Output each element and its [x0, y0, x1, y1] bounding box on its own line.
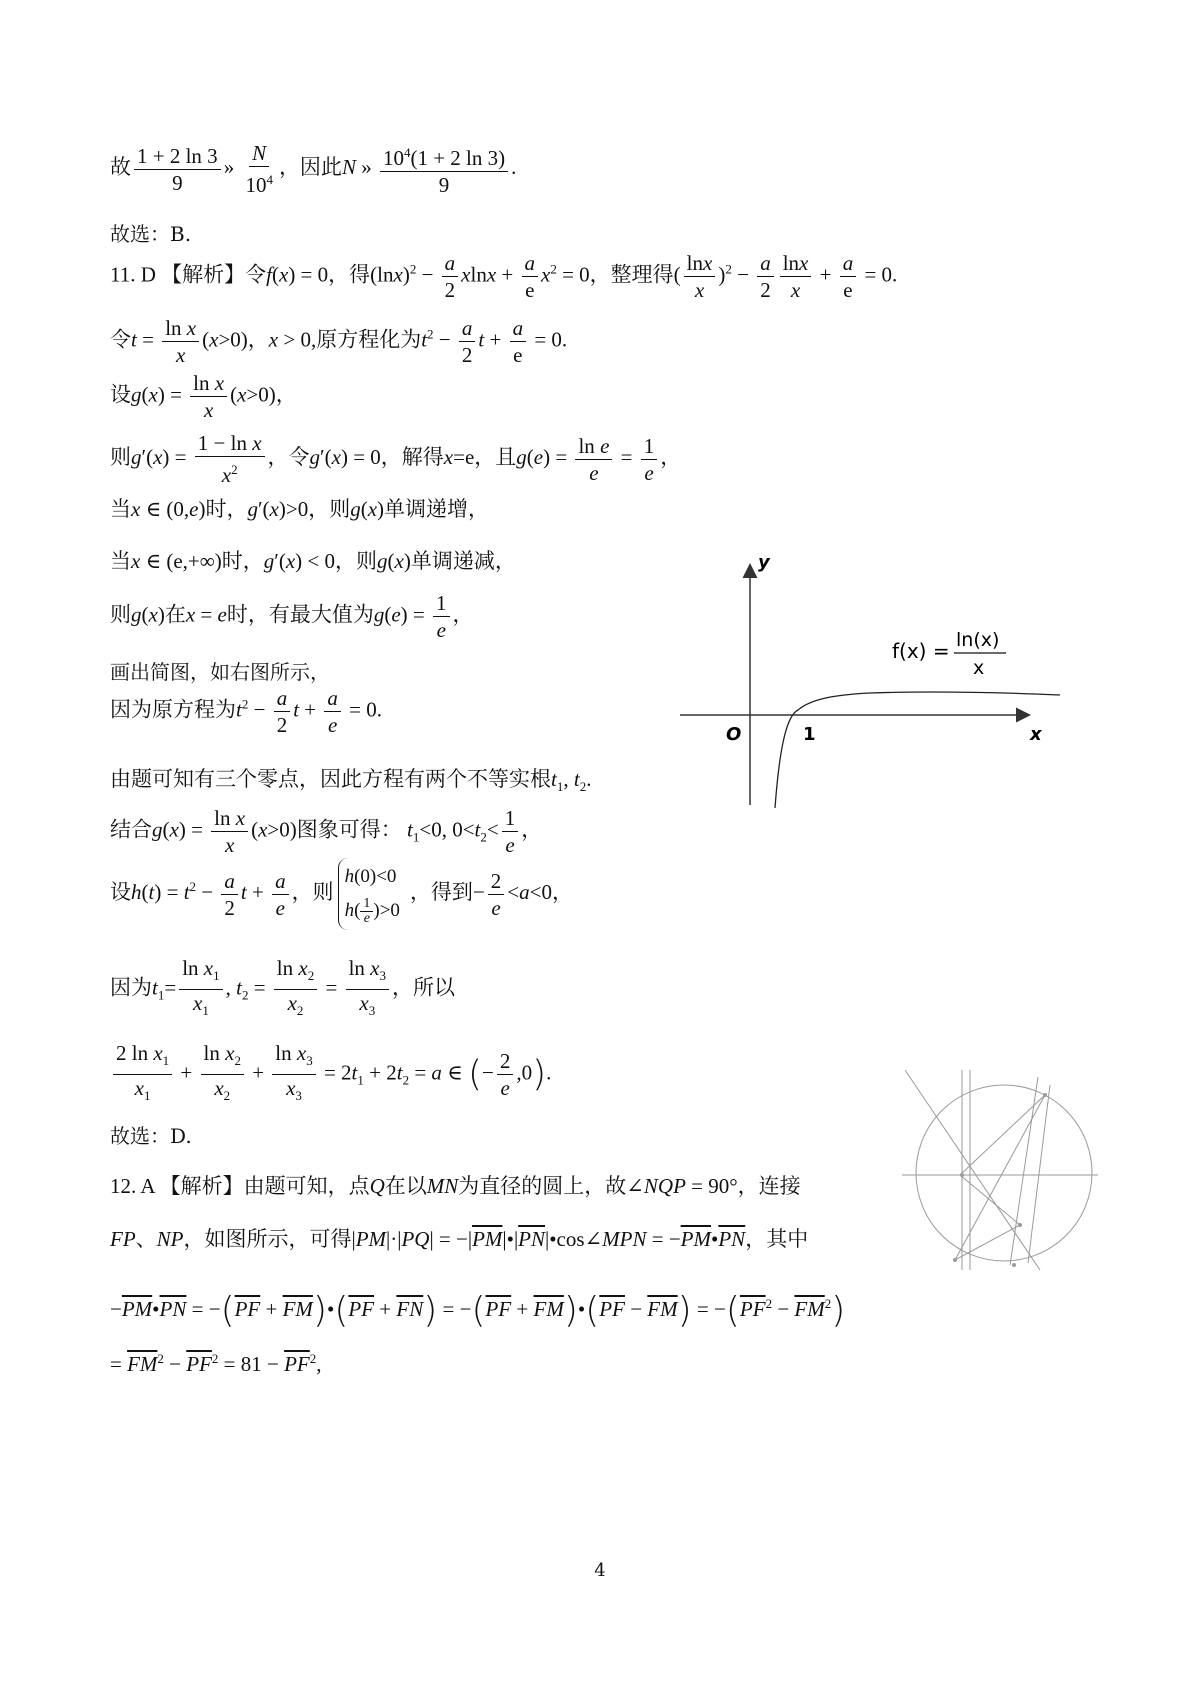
q12-head: 12. A 【解析】由题可知，点Q在以MN为直径的圆上，故∠NQP = 90°，连接	[110, 1174, 801, 1198]
tick-one-label: 1	[803, 724, 816, 745]
x-label: x	[1030, 724, 1042, 745]
q11-root-range: 结合g(x) = $\frac{\text{ln x}}{x}$ (x>0)图象可得： $t_1<0$, $0<t_2<$ $\frac{1}{e}$ ，	[110, 806, 543, 857]
function-curve	[775, 692, 1060, 808]
chord	[1028, 1085, 1050, 1263]
q11-sketch-note: 画出简图，如右图所示，	[110, 660, 330, 684]
answer-b: 故选：B.	[110, 222, 192, 246]
q11-t-values: 因为$t_1=$ $\frac{\ln x_1}{x_1}$ , $t_2$ = $\frac{\ln x_2}{x_2}$ = $\frac{\ln x_3}{x_3}$ ，所以	[110, 956, 455, 1019]
line-conclusion-n: 故 $\frac{1 + 2 \ln 3}{9}$ » $\frac{N}{10^4}$ ，因此N » $\frac{10^4(1 + 2 \ln 3)}{9}$ .	[110, 141, 517, 197]
q12-expansion: $-\overline{PM}•\overline{PN} = -(\overline{PF}$ + $\overline{FM})•(\overline{PF} + \overline{FN}) = -(\overline{PF}$ + $\overline{FM})•(\overline{PF} - \overline{FM}) = -(\overline{PF}^2 - \overline{FM}^2)$	[110, 1290, 846, 1332]
origin-label: O	[726, 724, 742, 745]
fraction: $\frac{N}{10^4}$	[245, 141, 273, 197]
answer-d: 故选：D.	[110, 1124, 192, 1148]
page-number: 4	[594, 1560, 606, 1581]
q12-dot-product: FP、NP，如图所示，可得$|PM|\cdot|PQ| = -|\overline{PM}|•|\overline{PN}|•\cos\angle MPN$ = $-\overline{PM}•\overline{PN}$，其中	[110, 1227, 809, 1251]
system-brace: h(0)<0 h( $\frac{1}{e}$ )>0	[338, 858, 406, 930]
q11-head: 11. D 【解析】令f(x) = 0，得$(\ln x)^2$ − $\frac{a}{2}$ xlnx + $\frac{a}{e}$ $x^2 = 0$，整理得( $\frac{\ln x}{x}$ )$^2$ − $\frac{a}{2}$ $\frac{\ln x}{x}$ + $\frac{a}{e}$ = 0.	[110, 251, 898, 302]
q11-h-function: 设$h(t) = t^2$ − $\frac{a}{2}$ t + $\frac{a}{e}$ ，则 h(0)<0 h( $\frac{1}{e}$ )>0 ，得到− $\frac{2}{e}$ <a<0，	[110, 858, 573, 930]
chord	[960, 1095, 1045, 1175]
q11-substitution: 令t = $\frac{\text{ln x}}{x}$ (x>0)，x > 0,原方程化为$t^2$ − $\frac{a}{2}$ t + $\frac{a}{e}$ = 0.	[110, 316, 568, 367]
q11-define-g: 设g(x) = $\frac{\text{ln x}}{x}$ (x>0)，	[110, 371, 297, 422]
q12-result: = $\overline{FM}^2 - \overline{PF}^2 = 81 - \overline{PF}^2$,	[110, 1351, 322, 1376]
q11-decreasing: 当x ∈ (e,+∞)时，g′(x) < 0，则g(x)单调递减，	[110, 549, 516, 573]
circle-geometry-figure	[900, 1065, 1100, 1275]
ln-x-over-x-graph	[670, 550, 1090, 810]
chord	[960, 1175, 1020, 1225]
fraction: $\frac{10^4(1 + 2 \ln 3)}{9}$	[380, 140, 508, 198]
q11-derivative: 则g′(x) = $\frac{\text{1 − ln x}}{x^2}$ ，令g′(x) = 0，解得x=e，且g(e) = $\frac{\text{ln e}}{e}$ = $\frac{1}{e}$ ，	[110, 431, 682, 487]
chord	[905, 1070, 1040, 1270]
q11-increasing: 当x ∈ (0,e)时，g′(x)>0，则g(x)单调递增，	[110, 497, 490, 521]
function-denominator: x	[973, 657, 985, 679]
fraction: $\frac{1 + 2 \ln 3}{9}$	[134, 143, 221, 196]
y-label: y	[758, 552, 770, 573]
q11-sum: $\frac{2 \ln x_1}{x_1}$ + $\frac{\ln x_2}{x_2}$ + $\frac{\ln x_3}{x_3}$ = $2t_1 + 2t_2 = a$ ∈ (− $\frac{2}{e}$ ,0).	[110, 1040, 551, 1109]
q11-original-eq: 因为原方程为$t^2$ − $\frac{a}{2}$ t + $\frac{a}{e}$ = 0.	[110, 686, 382, 737]
function-lhs: f(x) =	[892, 639, 950, 663]
q11-roots: 由题可知有三个零点，因此方程有两个不等实根$t_1$, $t_2$.	[110, 767, 592, 795]
circle	[916, 1085, 1092, 1261]
q11-maximum: 则g(x)在x = e时，有最大值为g(e) = $\frac{1}{e}$ ，	[110, 591, 474, 642]
function-numerator: ln(x)	[956, 629, 1000, 651]
